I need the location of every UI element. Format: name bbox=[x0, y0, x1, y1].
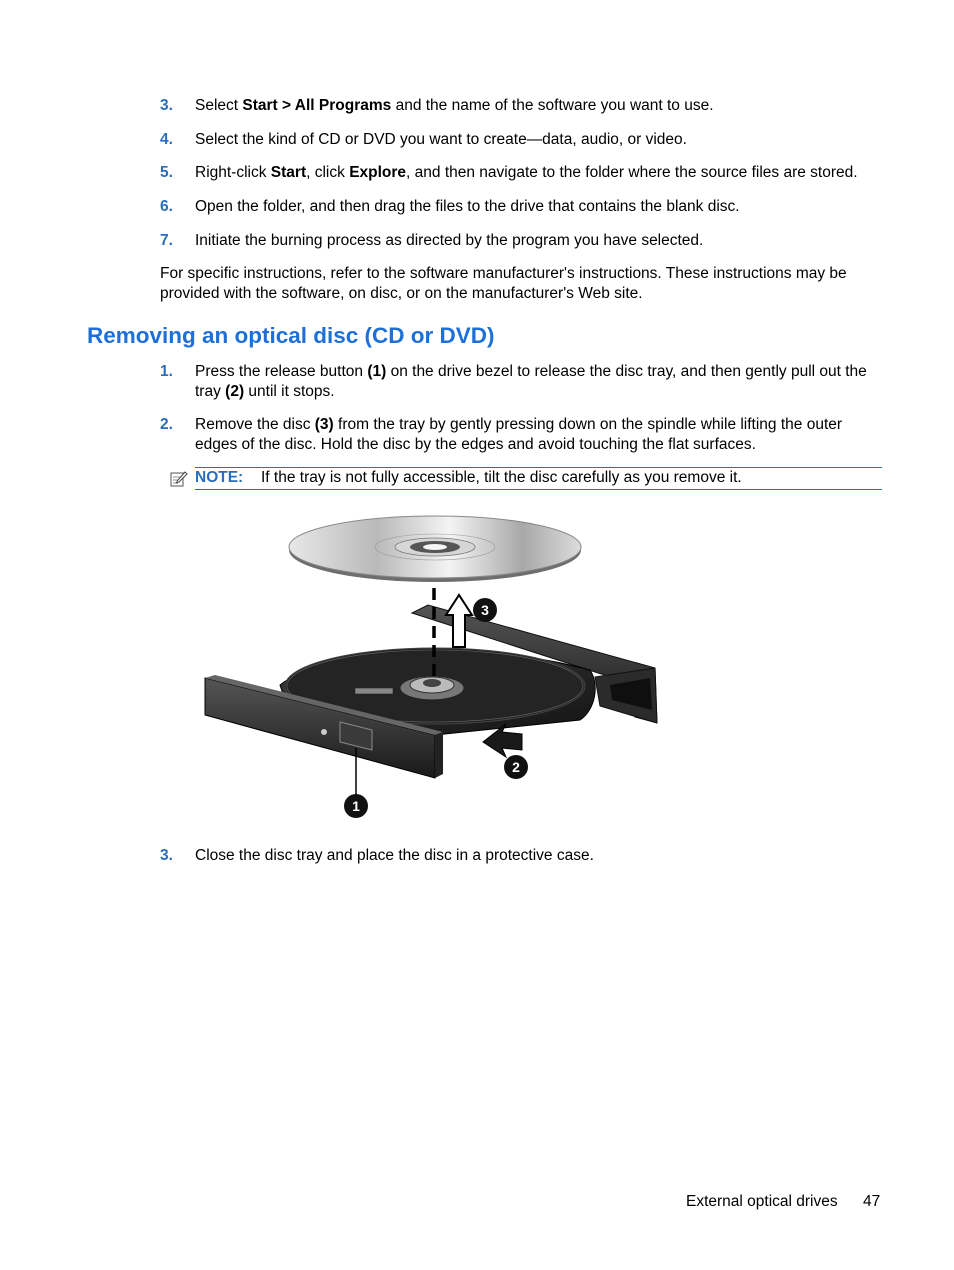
step-number: 2. bbox=[160, 416, 173, 433]
note-rule-bottom bbox=[195, 489, 882, 490]
text-run: on the drive bezel to release the disc tray, and then gently pull out the tray bbox=[195, 363, 867, 400]
step-text bbox=[195, 197, 885, 217]
step-text bbox=[195, 163, 885, 183]
text-run: Select bbox=[195, 97, 243, 114]
text-run: Right-click bbox=[195, 164, 271, 181]
section-heading: Removing an optical disc (CD or DVD) bbox=[87, 323, 495, 348]
bold-text-run: (3) bbox=[314, 416, 334, 433]
step-number: 4. bbox=[160, 131, 173, 148]
bold-text-run: Start > All Programs bbox=[242, 97, 392, 114]
step-text bbox=[195, 846, 885, 866]
note-text: If the tray is not fully accessible, tilt the disc carefully as you remove it. bbox=[261, 469, 742, 486]
step-number: 3. bbox=[160, 97, 173, 114]
footer-page-number: 47 bbox=[863, 1193, 881, 1210]
step-number: 7. bbox=[160, 232, 173, 249]
intro-paragraph: For specific instructions, refer to the software manufacturer's instructions. These instructions may be provided with the software, on disc, or on the manufacturer's Web site. bbox=[160, 265, 847, 302]
text-run: Select the kind of CD or DVD you want to create—data, audio, or video. bbox=[195, 131, 687, 148]
text-run: and the name of the software you want to use. bbox=[391, 97, 714, 114]
bold-text-run: (2) bbox=[225, 382, 245, 400]
step-text bbox=[195, 231, 885, 251]
text-run: from the tray by gently pressing down on the spindle while lifting the outer edges of the disc. Hold the disc by the edges and avoid touching the flat surfaces. bbox=[195, 416, 843, 453]
text-run: Close the disc tray and place the disc in a protective case. bbox=[195, 847, 594, 864]
optical-drive-illustration bbox=[200, 510, 662, 825]
text-run: until it stops. bbox=[244, 382, 335, 400]
note-pad-icon bbox=[170, 471, 188, 488]
step-text bbox=[195, 130, 885, 150]
step-number: 3. bbox=[160, 847, 173, 864]
callout-3: 3 bbox=[473, 598, 497, 622]
bold-text-run: Explore bbox=[349, 164, 407, 181]
footer-section-title: External optical drives bbox=[686, 1193, 838, 1210]
text-run: Remove the disc bbox=[195, 416, 315, 433]
text-run: Press the release button bbox=[195, 363, 368, 380]
text-run: , click bbox=[306, 164, 350, 181]
step-number: 6. bbox=[160, 198, 173, 215]
bold-text-run: Start bbox=[270, 164, 307, 181]
step-text bbox=[195, 362, 885, 401]
step-number: 5. bbox=[160, 164, 173, 181]
callout-2: 2 bbox=[504, 755, 528, 779]
callout-1: 1 bbox=[344, 794, 368, 818]
step-text bbox=[195, 96, 885, 116]
note-label: NOTE: bbox=[195, 469, 244, 486]
note-box bbox=[166, 467, 882, 490]
text-run: Open the folder, and then drag the files to the drive that contains the blank disc. bbox=[195, 198, 740, 215]
step-text bbox=[195, 415, 885, 454]
step-number: 1. bbox=[160, 363, 173, 380]
bold-text-run: (1) bbox=[367, 363, 387, 380]
text-run: , and then navigate to the folder where the source files are stored. bbox=[406, 164, 858, 181]
text-run: Initiate the burning process as directed by the program you have selected. bbox=[195, 232, 704, 249]
